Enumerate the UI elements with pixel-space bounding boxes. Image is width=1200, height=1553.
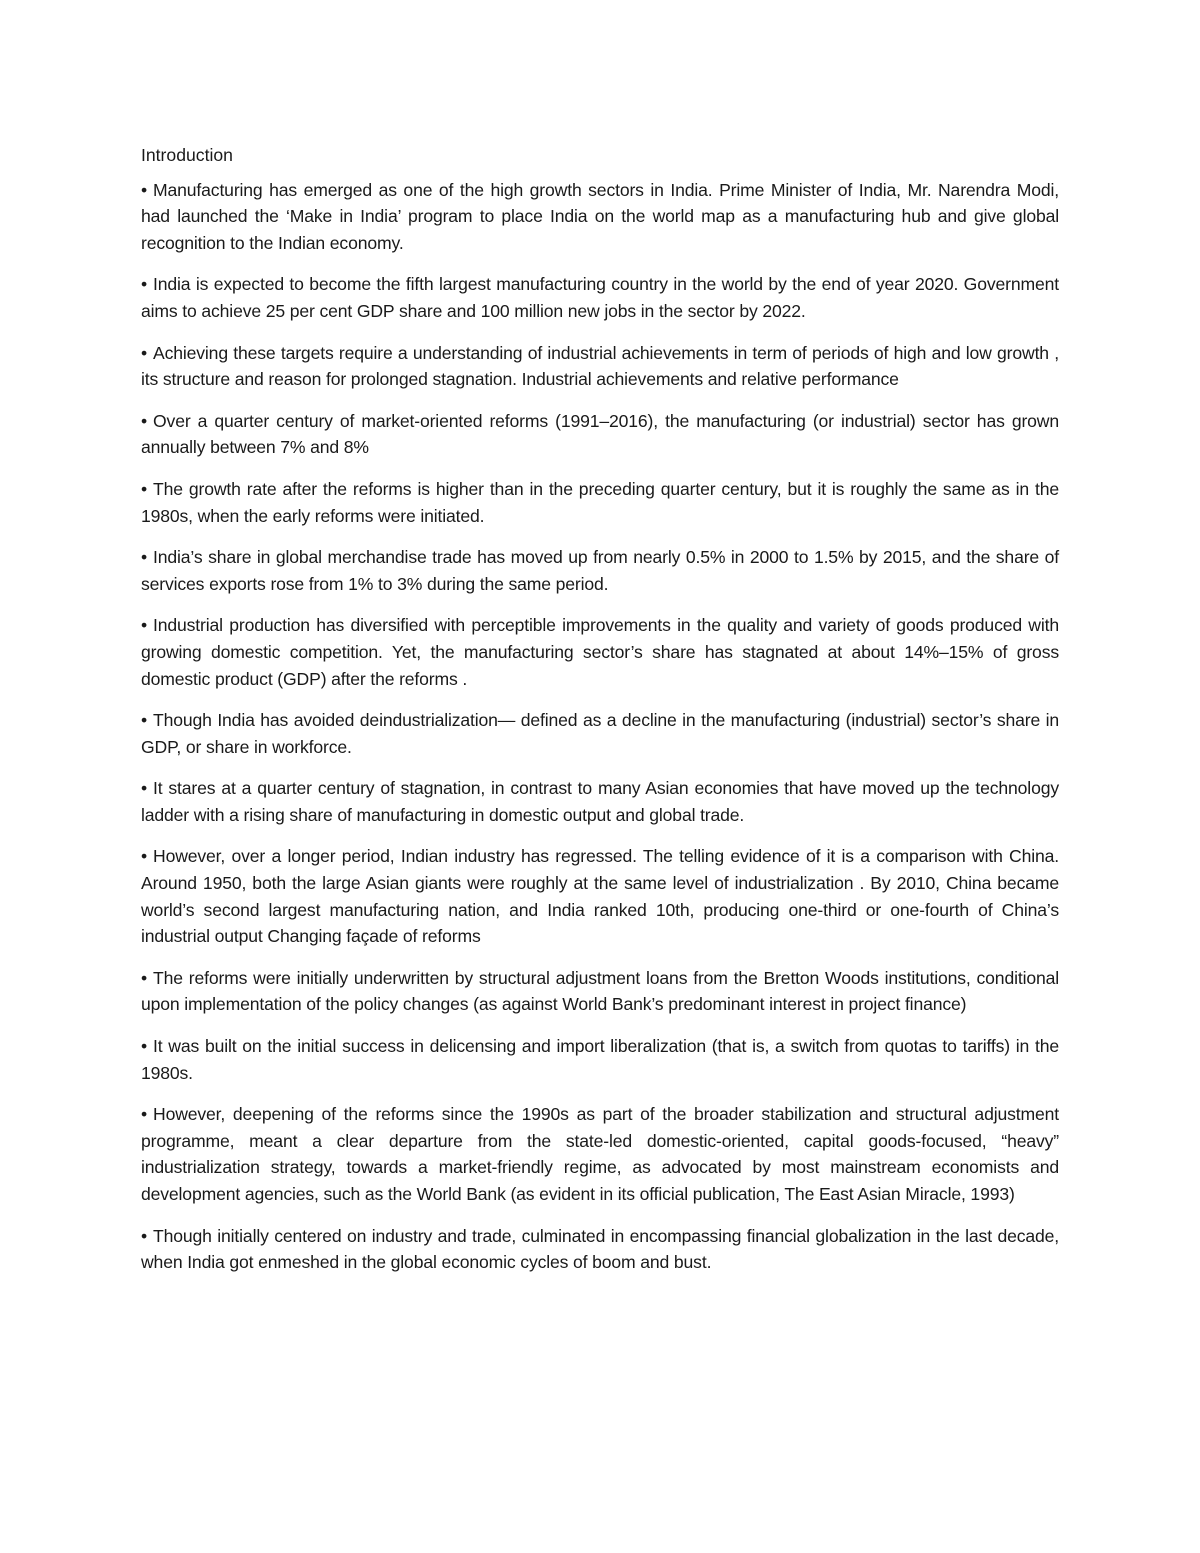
bullet-text: • However, over a longer period, Indian industry has regressed. The telling evidence of it is a comparison with China. Around 1950, both the large Asian giants were roughly at the same level of industrialization . By 2010, China became world’s second largest manufacturing nation, and India ranked 10th, producing one-third or one-fourth of China’s industrial output Changing façade of reforms (141, 846, 1059, 946)
bullet-paragraph (141, 707, 1059, 760)
bullet-text: • Industrial production has diversified with perceptible improvements in the quality and variety of goods produced with growing domestic competition. Yet, the manufacturing sector’s share has stagnated at about 14%–15% of gross domestic product (GDP) after the reforms . (141, 615, 1059, 688)
bullet-paragraph (141, 408, 1059, 461)
bullet-paragraph (141, 775, 1059, 828)
bullet-text: • Manufacturing has emerged as one of the high growth sectors in India. Prime Minister of India, Mr. Narendra Modi, had launched the ‘Make in India’ program to place India on the world map as a manufacturing hub and give global recognition to the Indian economy. (141, 180, 1059, 253)
bullet-text: • Over a quarter century of market-oriented reforms (1991–2016), the manufacturing (or industrial) sector has grown annually between 7% and 8% (141, 411, 1059, 458)
bullet-text: • It was built on the initial success in delicensing and import liberalization (that is, a switch from quotas to tariffs) in the 1980s. (141, 1036, 1059, 1083)
bullet-text: • It stares at a quarter century of stagnation, in contrast to many Asian economies that have moved up the technology ladder with a rising share of manufacturing in domestic output and global trade. (141, 778, 1059, 825)
bullet-paragraph (141, 340, 1059, 393)
bullet-paragraph (141, 544, 1059, 597)
bullet-paragraph (141, 1101, 1059, 1207)
bullet-text: • However, deepening of the reforms since the 1990s as part of the broader stabilization and structural adjustment programme, meant a clear departure from the state-led domestic-oriented, capital goods-focused, “heavy” industrialization strategy, towards a market-friendly regime, as advocated by most mainstream economists and development agencies, such as the World Bank (as evident in its official publication, The East Asian Miracle, 1993) (141, 1104, 1059, 1204)
document-body (141, 142, 1059, 1291)
bullet-paragraph (141, 1223, 1059, 1276)
bullet-paragraph (141, 476, 1059, 529)
bullet-text: • The growth rate after the reforms is higher than in the preceding quarter century, but it is roughly the same as in the 1980s, when the early reforms were initiated. (141, 479, 1059, 526)
bullet-text: • Though initially centered on industry and trade, culminated in encompassing financial globalization in the last decade, when India got enmeshed in the global economic cycles of boom and bust. (141, 1226, 1059, 1273)
bullet-text: • Achieving these targets require a understanding of industrial achievements in term of periods of high and low growth , its structure and reason for prolonged stagnation. Industrial achievements and relative performance (141, 343, 1059, 390)
bullet-paragraph (141, 177, 1059, 257)
bullet-text: • Though India has avoided deindustrialization— defined as a decline in the manufacturing (industrial) sector’s share in GDP, or share in workforce. (141, 710, 1059, 757)
page-title: Introduction (141, 145, 233, 165)
bullet-paragraph (141, 271, 1059, 324)
bullet-text: • The reforms were initially underwritten by structural adjustment loans from the Bretton Woods institutions, conditional upon implementation of the policy changes (as against World Bank’s predominant interest in project finance) (141, 968, 1059, 1015)
bullet-paragraph (141, 843, 1059, 949)
bullet-paragraph (141, 612, 1059, 692)
bullet-paragraph (141, 965, 1059, 1018)
bullet-paragraph (141, 1033, 1059, 1086)
bullet-text: • India’s share in global merchandise trade has moved up from nearly 0.5% in 2000 to 1.5% by 2015, and the share of services exports rose from 1% to 3% during the same period. (141, 547, 1059, 594)
bullet-text: • India is expected to become the fifth largest manufacturing country in the world by the end of year 2020. Government aims to achieve 25 per cent GDP share and 100 million new jobs in the sector by 2022. (141, 274, 1059, 321)
